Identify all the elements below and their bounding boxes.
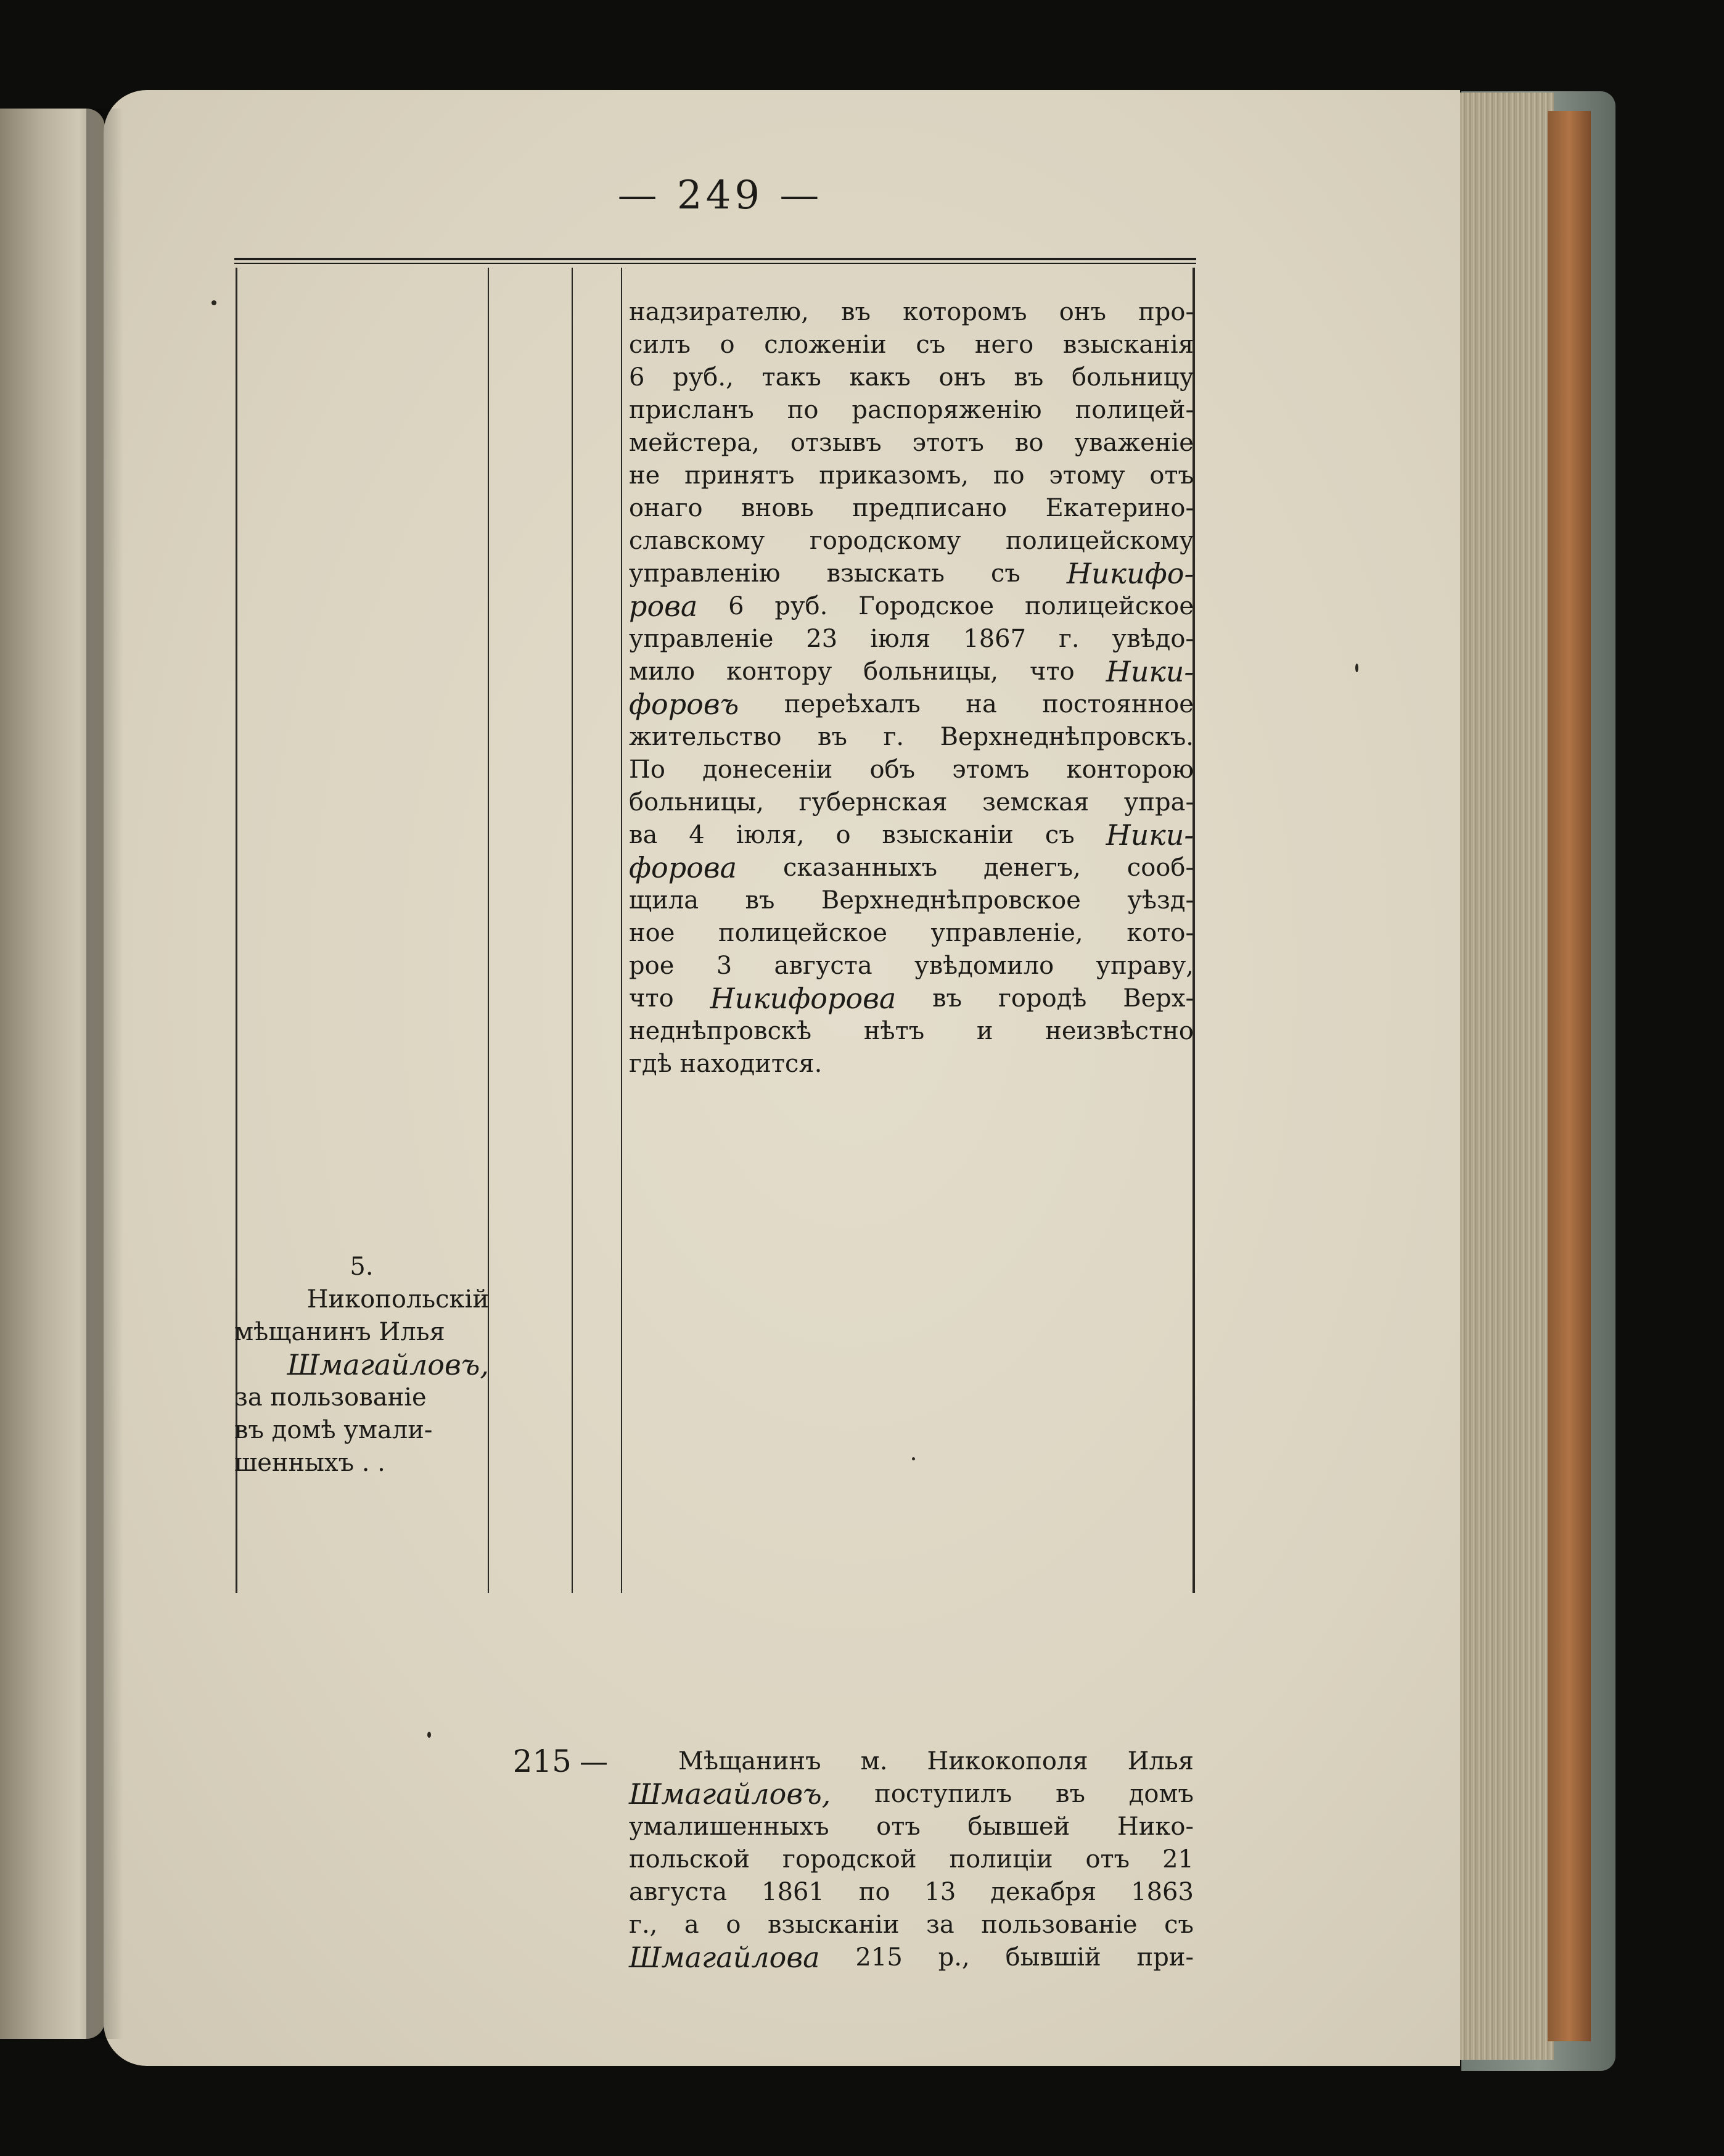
paper-speck — [211, 300, 216, 305]
remark-line: управленію взыскать съ Никифо- — [629, 557, 1194, 590]
gutter-shadow — [86, 109, 123, 2039]
paper-speck — [1355, 664, 1358, 672]
remark-line: надзирателю, въ которомъ онъ про- — [629, 298, 1194, 326]
remark-line: августа 1861 по 13 декабря 1863 — [629, 1878, 1194, 1906]
amount-dash: — — [580, 1745, 608, 1778]
remark-line: не принятъ приказомъ, по этому отъ — [629, 461, 1194, 490]
remark-line: ва 4 іюля, о взысканіи съ Ники- — [629, 818, 1194, 852]
entry-line: Никопольскій — [306, 1285, 489, 1314]
remark-line: что Никифорова въ городѣ Верх- — [629, 982, 1194, 1015]
remark-line: Мѣщанинъ м. Никокополя Илья — [678, 1747, 1194, 1775]
paper-speck — [912, 1457, 915, 1460]
remark-line: форова сказанныхъ денегъ, сооб- — [629, 851, 1194, 884]
page-block-edges — [1455, 93, 1554, 2060]
entry-line: шенныхъ . . — [234, 1449, 385, 1477]
remarks-upper — [629, 296, 1194, 1080]
paper-speck — [427, 1732, 431, 1738]
remark-line: умалишенныхъ отъ бывшей Нико- — [629, 1812, 1194, 1841]
remark-line: ное полицейское управленіе, кото- — [629, 919, 1194, 947]
remark-line: польской городской полиціи отъ 21 — [629, 1845, 1194, 1874]
remark-line: управленіе 23 іюля 1867 г. увѣдо- — [629, 625, 1194, 653]
book-spine-strip — [1548, 111, 1591, 2041]
remark-line: рова 6 руб. Городское полицейское — [629, 590, 1194, 623]
remark-line: жительство въ г. Верхнеднѣпровскъ. — [629, 723, 1194, 751]
remarks-lower — [629, 1745, 1194, 1974]
remark-line: По донесеніи объ этомъ конторою — [629, 755, 1194, 784]
remark-line: гдѣ находится. — [629, 1050, 823, 1078]
column-rule-3 — [572, 268, 573, 1593]
entry-line: мѣщанинъ Илья — [234, 1318, 445, 1346]
remark-line: силъ о сложеніи съ него взысканія — [629, 331, 1194, 359]
remark-line: онаго вновь предписано Екатерино- — [629, 494, 1194, 522]
entry-line: за пользованіе — [234, 1383, 427, 1412]
remark-line: славскому городскому полицейскому — [629, 527, 1194, 555]
entry-line: въ домѣ умали- — [234, 1416, 433, 1444]
entry-amount: 215 — [512, 1743, 572, 1779]
remark-line: 6 руб., такъ какъ онъ въ больницу — [629, 363, 1194, 392]
remark-line: присланъ по распоряженію полицей- — [629, 396, 1194, 424]
table-top-rule — [234, 258, 1196, 264]
remark-line: больницы, губернская земская упра- — [629, 788, 1194, 817]
remark-line: рое 3 августа увѣдомило управу, — [629, 952, 1194, 980]
remark-line: мило контору больницы, что Ники- — [629, 655, 1194, 688]
entry-description — [234, 1251, 489, 1479]
remark-line: Шмагайлова 215 р., бывшій при- — [629, 1941, 1194, 1974]
remark-line: форовъ переѣхалъ на постоянное — [629, 688, 1194, 721]
remark-line: неднѣпровскѣ нѣтъ и неизвѣстно — [629, 1017, 1194, 1045]
remark-line: г., а о взысканіи за пользованіе съ — [629, 1911, 1194, 1939]
page-number: — 249 — — [617, 173, 823, 218]
ledger-table — [234, 258, 1196, 1974]
entry-number: 5. — [350, 1253, 374, 1281]
remark-line: щила въ Верхнеднѣпровское уѣзд- — [629, 886, 1194, 915]
entry-name-italic: Шмагайловъ, — [287, 1348, 489, 1381]
remark-line: Шмагайловъ, поступилъ въ домъ — [629, 1777, 1194, 1811]
remark-line: мейстера, отзывъ этотъ во уваженіе — [629, 429, 1194, 457]
column-rule-4 — [621, 268, 622, 1593]
